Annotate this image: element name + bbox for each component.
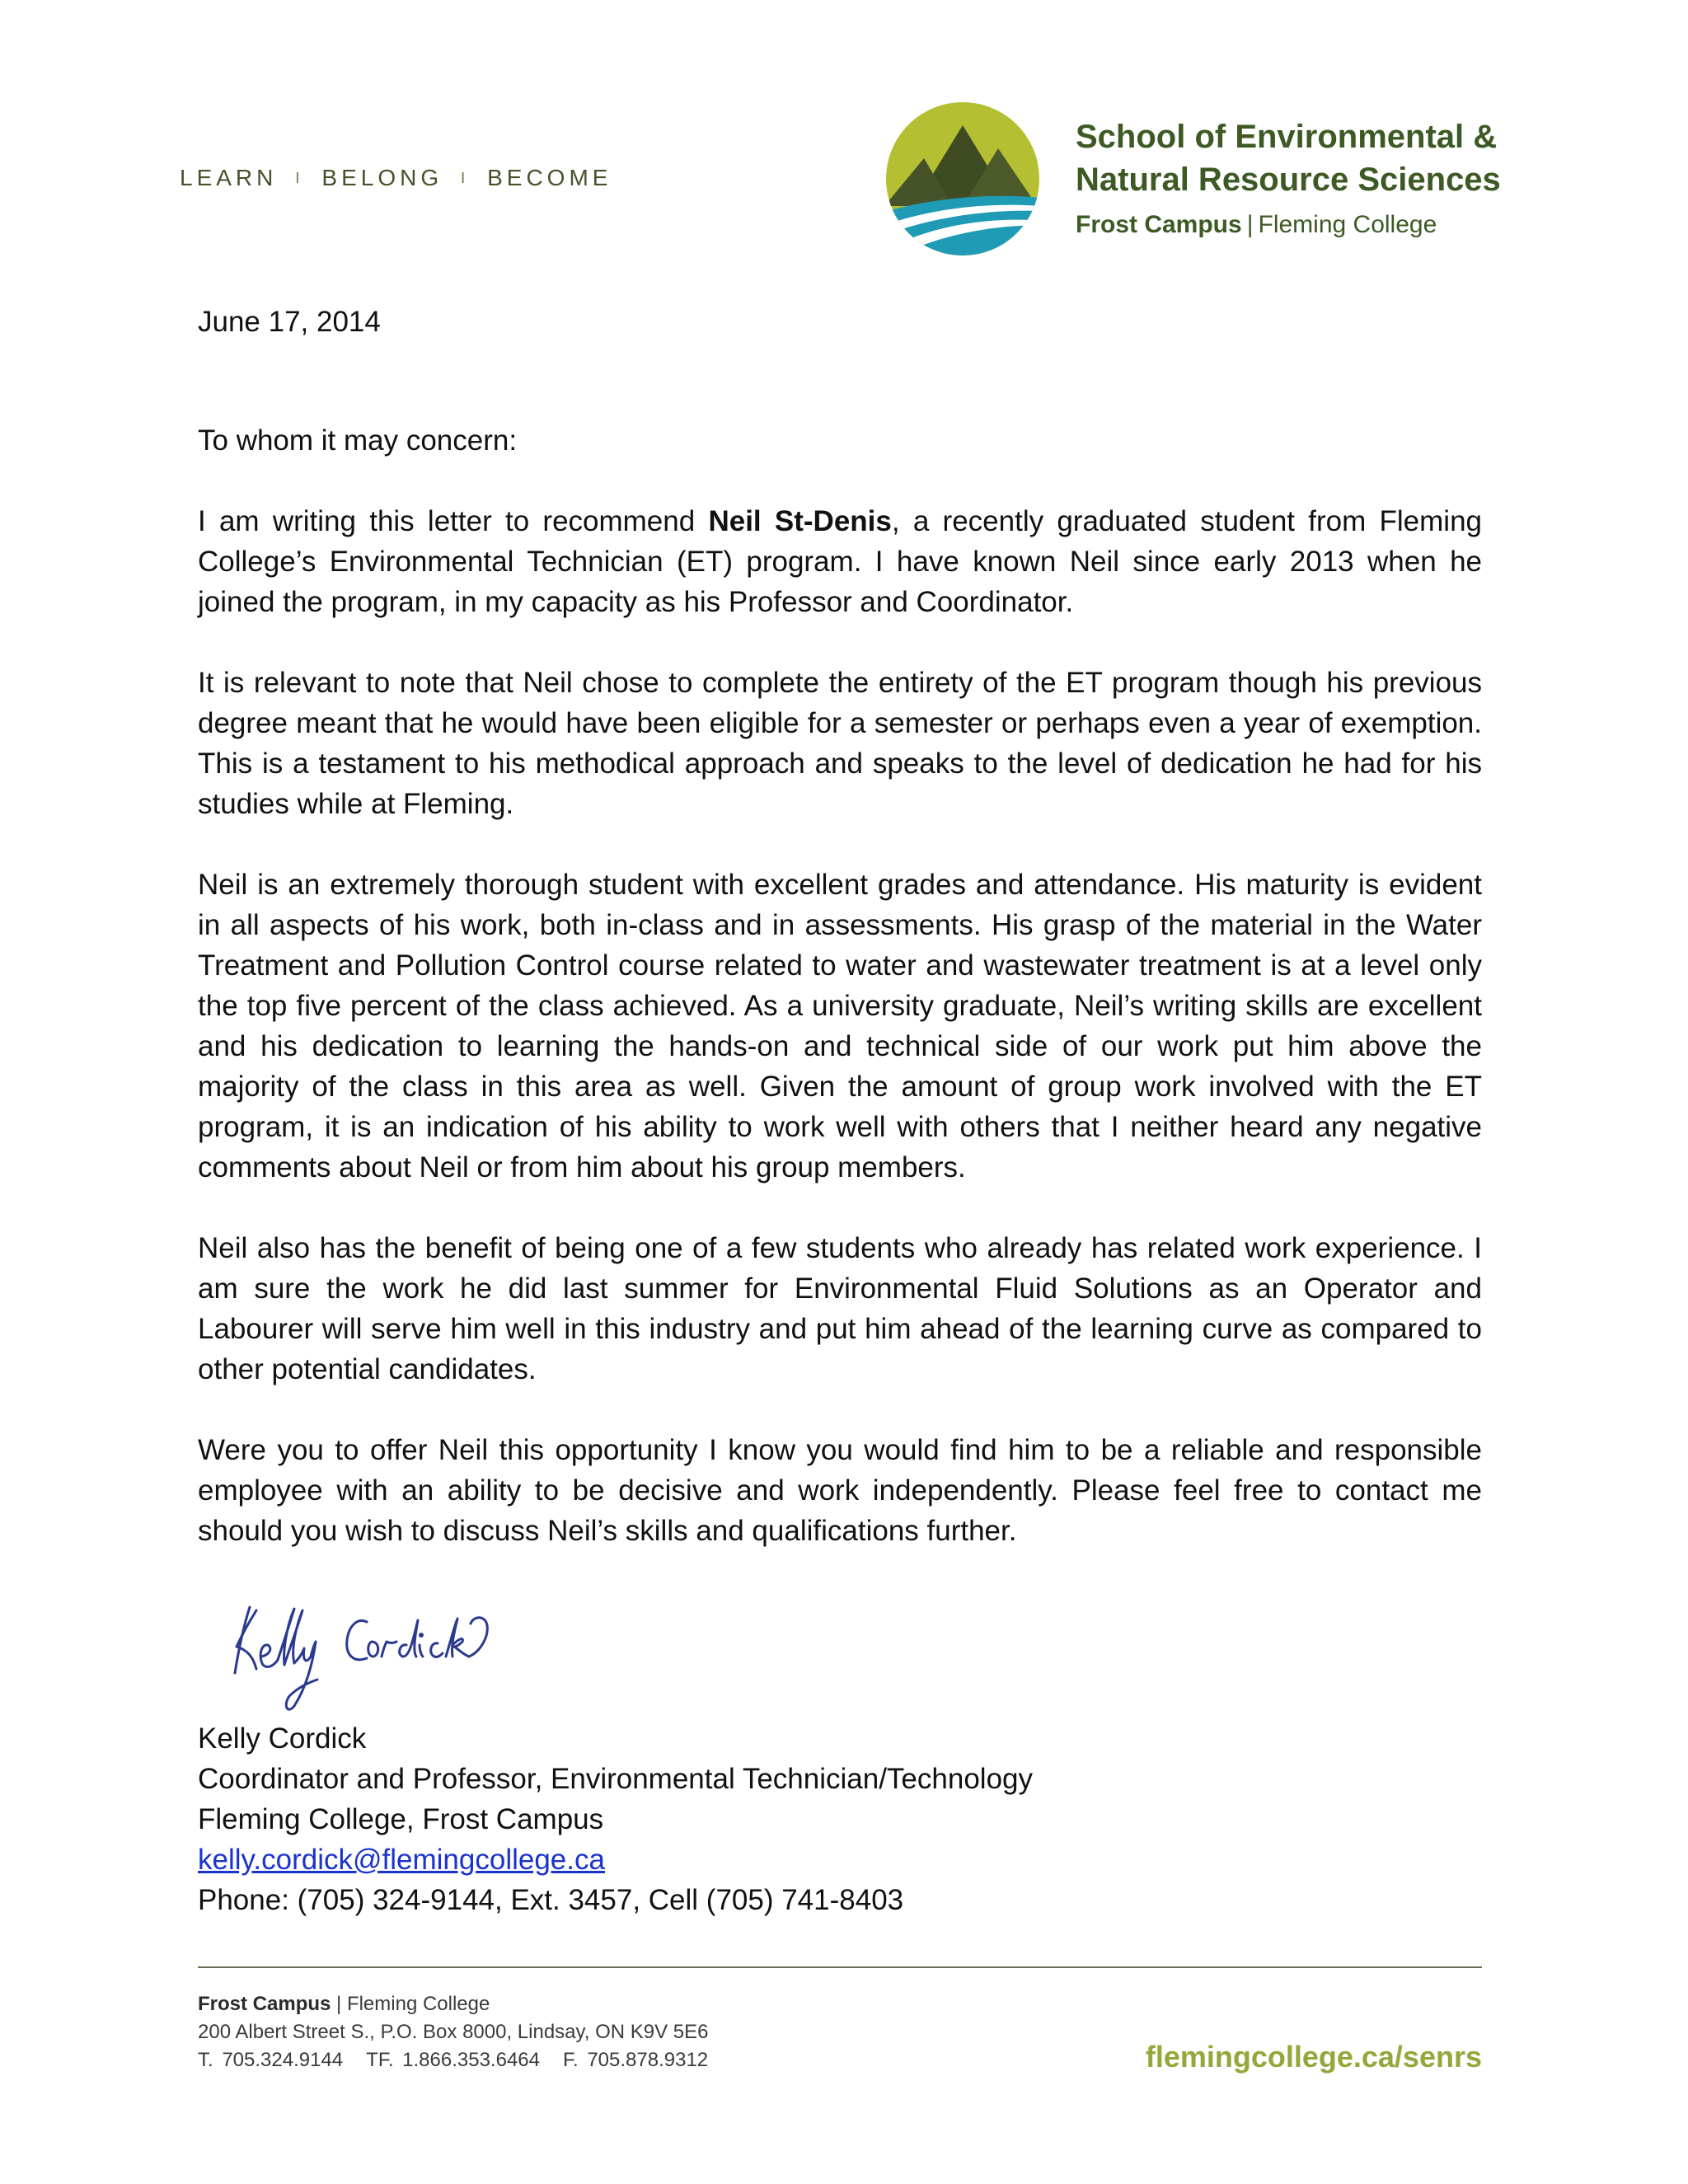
campus-line <box>1076 211 1501 239</box>
letter-body <box>198 302 1482 1551</box>
paragraph-1-start: I am writing this letter to recommend <box>198 505 709 537</box>
footer-website-link[interactable]: flemingcollege.ca/senrs <box>1145 2040 1482 2074</box>
motto-become: BECOME <box>487 165 612 190</box>
paragraph-5: Were you to offer Neil this opportunity I know you would find him to be a reliable and responsible employee with an ability to be decisive and work independently. Please feel free to contact me should you wish to discuss Neil’s skills and qualifications further. <box>198 1434 1482 1547</box>
footer-address-block <box>198 1990 708 2074</box>
paragraph-4: Neil also has the benefit of being one of a few students who already has related work experience. I am sure the work he did last summer for Environmental Fluid Solutions as an Operator and Labourer will serve him well in this industry and put him ahead of the learning curve as compared to other potential candidates. <box>198 1232 1482 1385</box>
footer-divider <box>198 1966 1482 1968</box>
signer-block <box>198 1718 1033 1920</box>
student-name: Neil St-Denis <box>708 505 892 537</box>
footer-address: 200 Albert Street S., P.O. Box 8000, Lindsay, ON K9V 5E6 <box>198 2021 709 2043</box>
motto-belong: BELONG <box>321 165 443 190</box>
signer-organization: Fleming College, Frost Campus <box>198 1803 604 1835</box>
footer-phones <box>198 2046 708 2074</box>
school-name-block <box>1076 115 1501 239</box>
letter-date: June 17, 2014 <box>198 306 381 338</box>
school-name-line2: Natural Resource Sciences <box>1076 162 1501 198</box>
school-name-line1: School of Environmental & <box>1076 119 1498 155</box>
motto-separator: I <box>461 170 470 186</box>
paragraph-2: It is relevant to note that Neil chose to complete the entirety of the ET program though his previous degree meant that he would have been eligible for a semester or perhaps even a year of exemption. This is a testament to his methodical approach and speaks to the level of dedication he had for his studies while at Fleming. <box>198 667 1482 820</box>
school-logo-icon <box>884 101 1041 257</box>
footer-fax: F. 705.878.9312 <box>562 2049 709 2071</box>
paragraph-1-rest: , a recently graduated student from Fleming College’s Environmental Technician (ET) program. I have known Neil since early 2013 when he joined the program, in my capacity as his Professor and Coordinator. <box>198 505 1482 618</box>
footer-campus-line <box>198 1990 708 2018</box>
footer-tollfree: TF. 1.866.353.6464 <box>366 2049 540 2071</box>
letterhead-motto <box>180 165 612 191</box>
paragraph-3: Neil is an extremely thorough student with excellent grades and attendance. His maturity is evident in all aspects of his work, both in-class and in assessments. His grasp of the material in the Water Treatment and Pollution Control course related to water and wastewater treatment is at a level only the top five percent of the class achieved. As a university graduate, Neil’s writing skills are excellent and his dedication to learning the hands-on and technical side of our work put him above the majority of the class in this area as well. Given the amount of group work involved with the ET program, it is an indication of his ability to work well with others that I neither heard any negative comments about Neil or from him about his group members. <box>198 869 1482 1183</box>
motto-separator: I <box>295 170 304 186</box>
letter-salutation: To whom it may concern: <box>198 424 518 457</box>
campus-divider: | <box>1246 211 1254 238</box>
college-name: Fleming College <box>1258 211 1437 238</box>
signer-phone: Phone: (705) 324-9144, Ext. 3457, Cell (705) 741-8403 <box>198 1884 904 1916</box>
footer-divider-bar: | <box>336 1993 342 2015</box>
signer-title: Coordinator and Professor, Environmental Technician/Technology <box>198 1763 1034 1795</box>
handwritten-signature <box>202 1591 532 1714</box>
footer-college: Fleming College <box>346 1993 490 2015</box>
signer-name: Kelly Cordick <box>198 1722 367 1755</box>
footer-campus: Frost Campus <box>198 1993 331 2015</box>
motto-learn: LEARN <box>180 165 278 190</box>
paragraph-1 <box>198 501 1482 622</box>
signer-email-link[interactable]: kelly.cordick@flemingcollege.ca <box>198 1844 605 1876</box>
footer-telephone: T. 705.324.9144 <box>198 2049 344 2071</box>
campus-name: Frost Campus <box>1076 211 1242 238</box>
